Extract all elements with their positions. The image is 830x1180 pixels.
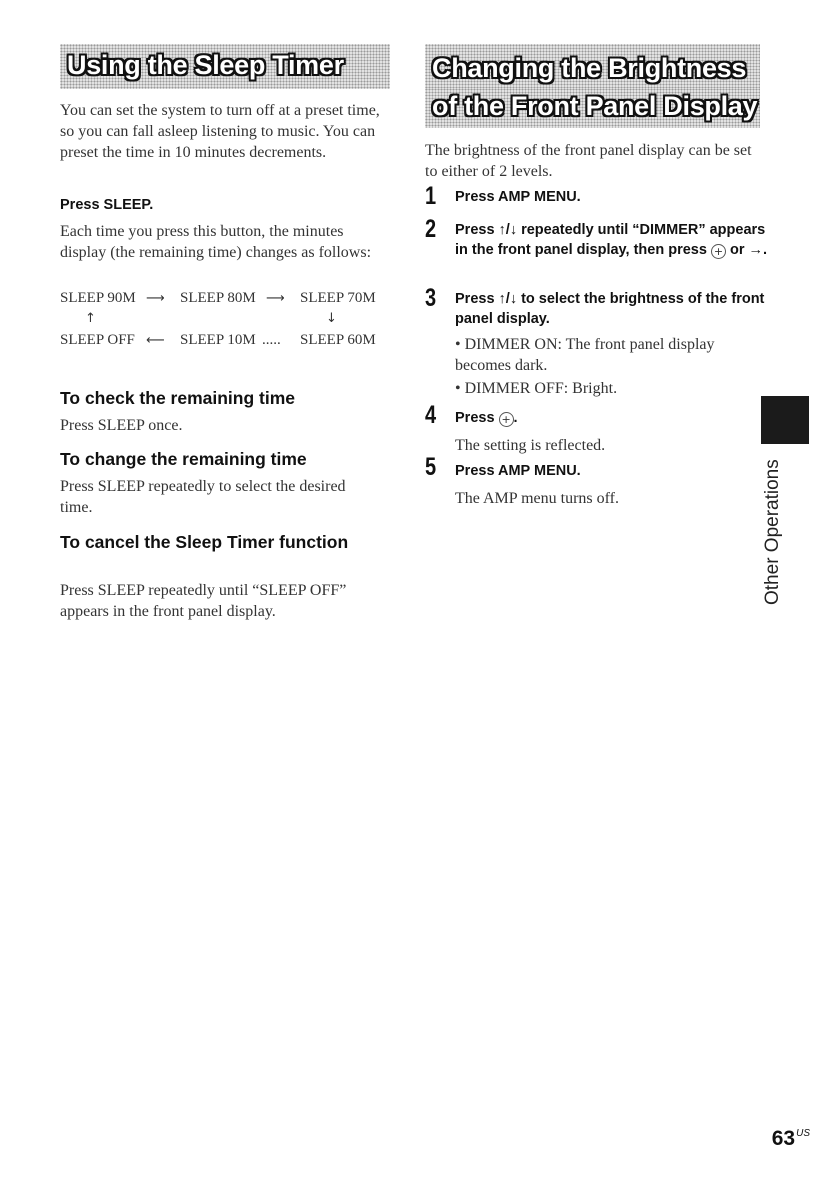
check-remaining-title: To check the remaining time: [60, 388, 296, 408]
sleep-70m: SLEEP 70M: [300, 290, 376, 306]
sleep-80m: SLEEP 80M: [180, 290, 256, 306]
arrow-left-icon: ⟵: [146, 333, 165, 348]
step-2-text-b: or →.: [729, 242, 768, 258]
press-sleep-desc: Each time you press this button, the minutes display (the remaining time) changes as follows:: [60, 223, 372, 261]
step-text: [455, 220, 775, 260]
change-remaining-title: To change the remaining time: [60, 449, 307, 469]
arrow-right-icon: ⟶: [266, 291, 285, 306]
page-number: [772, 1127, 810, 1151]
sleep-cycle-diagram: [60, 290, 390, 360]
step-2-text-a: Press ↑/↓ repeatedly until “DIMMER” appears in the front panel display, then press: [455, 222, 766, 258]
dimmer-on-note: • DIMMER ON: The front panel display becomes dark.: [455, 336, 715, 374]
cancel-timer-body: Press SLEEP repeatedly until “SLEEP OFF” appears in the front panel display.: [60, 582, 347, 620]
brightness-heading-line1: Changing the Brightness: [432, 53, 747, 83]
sleep-off: SLEEP OFF: [60, 332, 135, 348]
step-4-note: The setting is reflected.: [455, 437, 606, 454]
step-number: 4: [425, 401, 437, 429]
sleep-90m: SLEEP 90M: [60, 290, 136, 306]
check-remaining-body: Press SLEEP once.: [60, 417, 183, 434]
step-text: Press ↑/↓ to select the brightness of the front panel display.: [455, 291, 765, 327]
step-number: 5: [425, 453, 437, 481]
step-text: [455, 408, 775, 428]
section-side-label: Other Operations: [762, 459, 783, 605]
arrow-up-icon: ↑: [85, 311, 96, 326]
step-4-suffix: .: [513, 410, 518, 426]
ellipsis: .....: [262, 332, 281, 348]
step-5-note: The AMP menu turns off.: [455, 490, 619, 507]
sleep-10m: SLEEP 10M: [180, 332, 256, 348]
step-4-text: Press: [455, 410, 495, 426]
step-number: 3: [425, 284, 437, 312]
enter-button-icon: +: [499, 412, 514, 427]
arrow-down-icon: ↓: [326, 311, 337, 326]
dimmer-off-note: • DIMMER OFF: Bright.: [455, 380, 618, 397]
brightness-intro: The brightness of the front panel display can be set to either of 2 levels.: [425, 142, 752, 180]
section-tab-marker: [761, 396, 809, 444]
sleep-timer-heading: Using the Sleep Timer: [67, 50, 344, 80]
page-number-value: 63: [771, 1127, 796, 1150]
step-text: Press AMP MENU.: [455, 463, 581, 479]
sleep-60m: SLEEP 60M: [300, 332, 376, 348]
arrow-right-icon: ⟶: [146, 291, 165, 306]
sleep-intro: You can set the system to turn off at a preset time, so you can fall asleep listening to music. You can preset the time in 10 minutes decrements.: [60, 102, 380, 161]
page-region-suffix: US: [796, 1128, 810, 1139]
press-sleep-label: Press SLEEP.: [60, 197, 154, 213]
cancel-timer-title: To cancel the Sleep Timer function: [60, 532, 349, 552]
brightness-heading-line2: of the Front Panel Display: [432, 91, 758, 121]
step-number: 1: [425, 182, 437, 210]
change-remaining-body: Press SLEEP repeatedly to select the desired time.: [60, 478, 346, 516]
enter-button-icon: +: [711, 244, 726, 259]
step-text: Press AMP MENU.: [455, 189, 581, 205]
step-number: 2: [425, 215, 437, 243]
